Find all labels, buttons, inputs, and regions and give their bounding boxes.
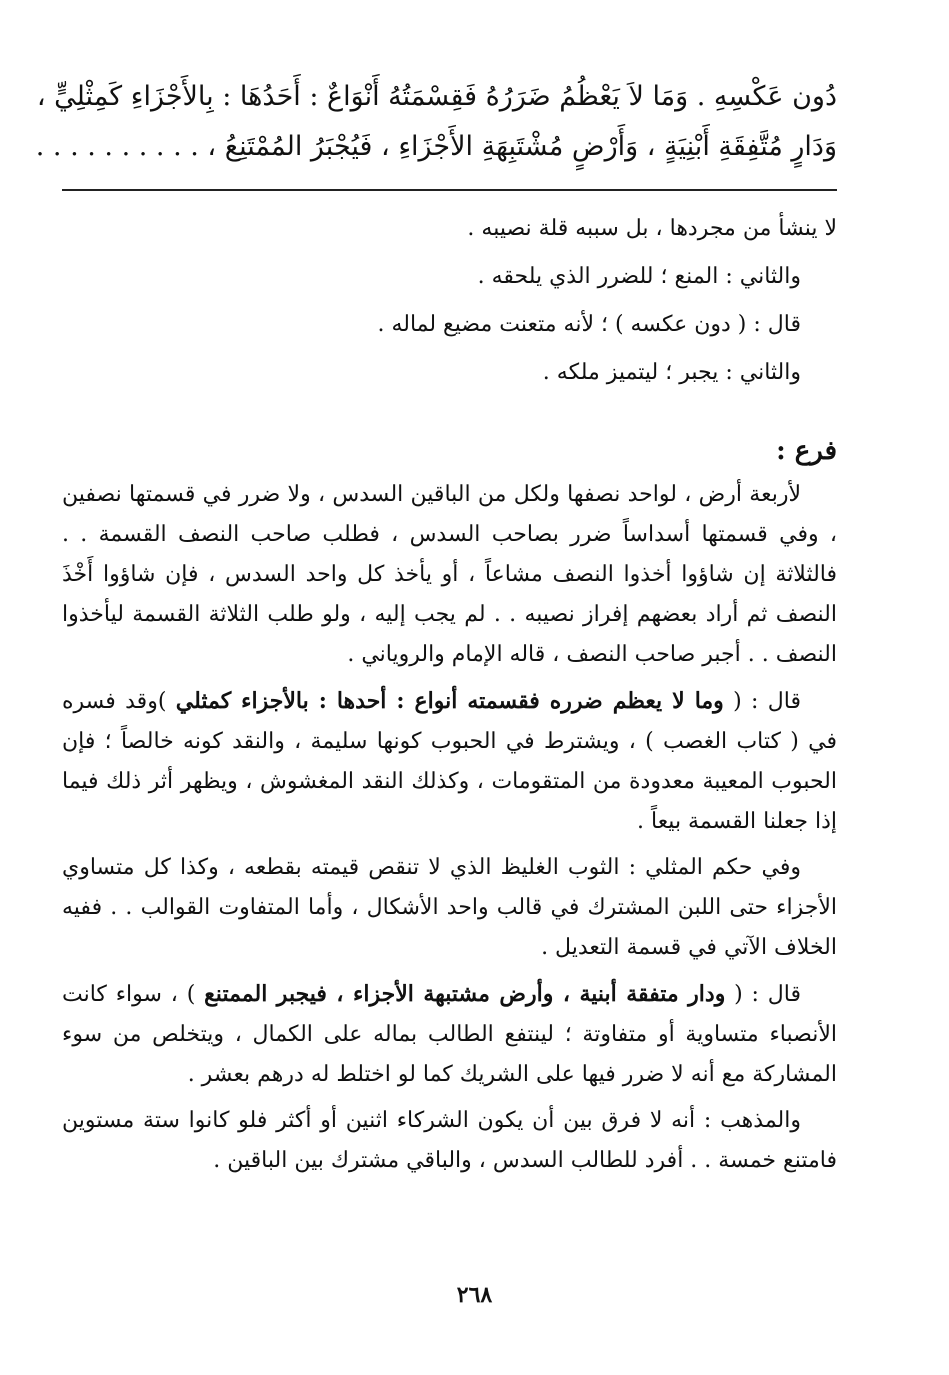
paragraph-2-prefix: قال : ( <box>723 689 801 714</box>
paragraph-4-body: ) ، سواء كانت الأنصباء متساوية أو متفاوتة ؛ لينتفع الطالب بماله على الكمال ، ويتخلص من سوء المشاركة مع أنه لا ضرر فيها على الشريك كما لو اختلط له درهم بعشر . <box>62 982 837 1087</box>
matn-line-1: دُون عَكْسِهِ . وَمَا لاَ يَعْظُمُ ضَرَرُهُ فَقِسْمَتُهُ أَنْوَاعٌ : أَحَدُهَا : بِالأَجْزَاءِ كَمِثْلِيٍّ ، <box>36 81 837 112</box>
paragraph-1: لأربعة أرض ، لواحد نصفها ولكل من الباقين السدس ، ولا ضرر في قسمتها نصفين ، وفي قسمتها أسداساً ضرر بصاحب السدس ، فطلب صاحب النصف القسمة . . فالثلاثة إن شاؤوا أخذوا النصف مشاعاً ، أو يأخذ كل واحد السدس ، فإن شاؤوا أَخْذَ النصف ثم أراد بعضهم إفراز نصيبه . . لم يجب إليه ، ولو طلب الثلاثة القسمة ليأخذوا النصف . . أجبر صاحب النصف ، قاله الإمام والروياني . <box>62 482 837 667</box>
separator-rule <box>62 189 837 191</box>
paragraph-2 <box>62 681 837 842</box>
paragraph-4 <box>62 974 837 1095</box>
note-line-1: لا ينشأ من مجردها ، بل سببه قلة نصيبه . <box>467 216 837 241</box>
paragraph-3: وفي حكم المثلي : الثوب الغليظ الذي لا تنقص قيمته بقطعه ، وكذا كل متساوي الأجزاء حتى اللبن المشترك في قالب واحد الأشكال ، وأما المتفاوت القوالب . . ففيه الخلاف الآتي في قسمة التعديل . <box>62 855 837 960</box>
page-number: ٢٦٨ <box>456 1282 493 1308</box>
paragraph-5: والمذهب : أنه لا فرق بين أن يكون الشركاء اثنين أو أكثر فلو كانوا ستة مستوين فامتنع خمسة . . أفرد للطالب السدس ، والباقي مشترك بين الباقين . <box>62 1108 837 1173</box>
section-heading: فرع : <box>776 436 837 466</box>
paragraph-4-prefix: قال : ( <box>725 982 801 1007</box>
page-content <box>35 72 837 1187</box>
note-line-2: والثاني : المنع ؛ للضرر الذي يلحقه . <box>477 264 801 289</box>
notes-block <box>62 205 837 397</box>
note-line-3: قال : ( دون عكسه ) ؛ لأنه متعنت مضيع لماله . <box>377 312 801 337</box>
paragraph-2-quote: وما لا يعظم ضرره فقسمته أنواع : أحدها : بالأجزاء كمثلي <box>175 688 724 714</box>
matn-text <box>35 72 837 172</box>
commentary-block <box>62 427 837 1181</box>
matn-line-2: وَدَارٍ مُتَّفِقَةِ أَبْنِيَةٍ ، وَأَرْضٍ مُشْتَبِهَةِ الأَجْزَاءِ ، فَيُجْبَرُ المُمْتَنِعُ ، . . . . . . . . . . <box>35 131 837 162</box>
paragraph-4-quote: ودار متفقة أبنية ، وأرض مشتبهة الأجزاء ، فيجبر الممتنع <box>204 981 726 1007</box>
note-line-4: والثاني : يجبر ؛ ليتميز ملكه . <box>542 360 801 385</box>
paragraph-2-body: )وقد فسره في ( كتاب الغصب ) ، ويشترط في الحبوب كونها سليمة ، والنقد كونه خالصاً ؛ فإن الحبوب المعيبة معدودة من المتقومات ، وكذلك النقد المغشوش ، ويظهر أثر ذلك فيما إذا جعلنا القسمة بيعاً . <box>62 689 837 834</box>
